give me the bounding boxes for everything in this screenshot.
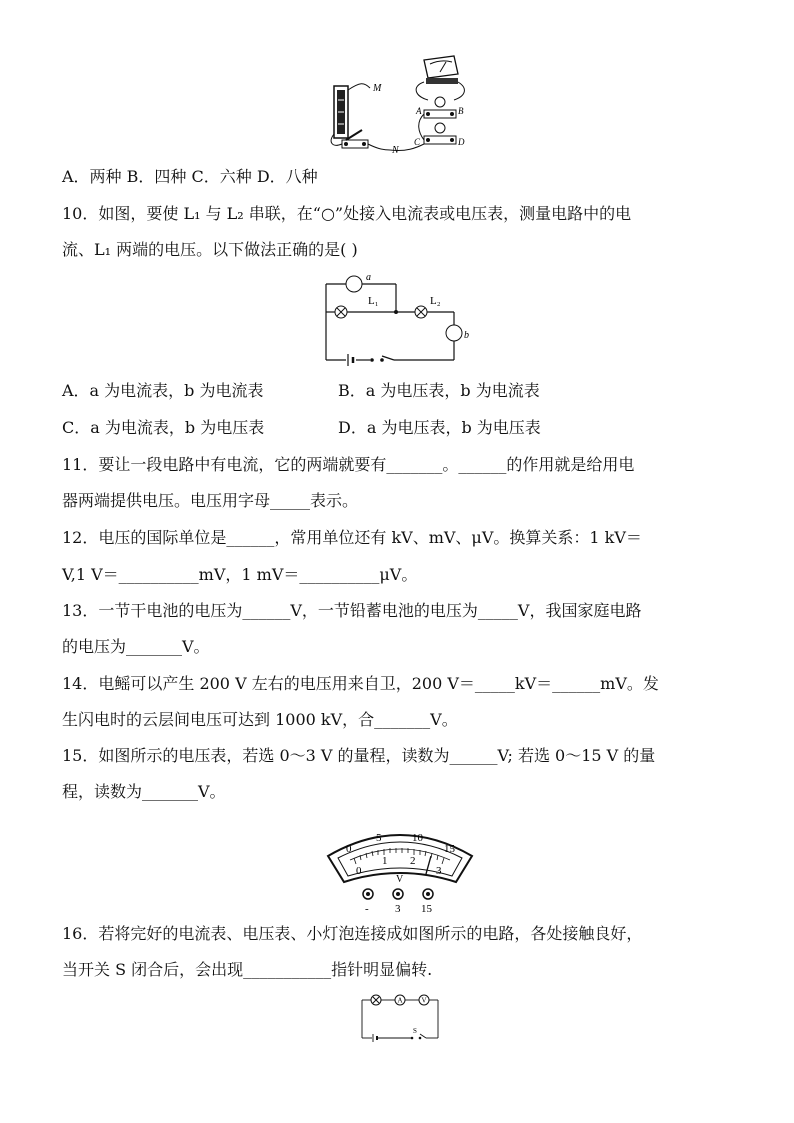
scale-bottom-0: 0 bbox=[356, 865, 362, 877]
q12-line2: V,1 V＝__________mV，1 mV＝__________μV。 bbox=[62, 565, 418, 584]
q11-line2: 器两端提供电压。电压用字母_____表示。 bbox=[62, 491, 359, 510]
q10-option-a: A．a 为电流表，b 为电流表 bbox=[62, 381, 264, 400]
scale-bottom-3: 3 bbox=[436, 865, 442, 877]
q15-line1: 15．如图所示的电压表，若选 0～3 V 的量程，读数为______V; 若选 0～15 V 的量 bbox=[62, 746, 656, 765]
bulb-2 bbox=[424, 123, 456, 144]
q10-option-b: B．a 为电压表，b 为电流表 bbox=[338, 381, 540, 400]
scale-bottom-2: 2 bbox=[410, 855, 416, 867]
switch-symbol bbox=[370, 358, 384, 362]
lamp-L1 bbox=[335, 306, 347, 318]
battery-symbol bbox=[348, 354, 353, 366]
q15-voltmeter-figure bbox=[320, 820, 480, 916]
switch-label: S bbox=[413, 1027, 417, 1035]
q10-circuit-figure bbox=[318, 268, 478, 368]
q16-circuit-figure bbox=[356, 992, 446, 1048]
label-C: C bbox=[414, 137, 421, 147]
q9-options: A．两种 B．四种 C．六种 D．八种 bbox=[62, 167, 318, 186]
bulb-1 bbox=[424, 97, 456, 118]
q13-line2: 的电压为_______V。 bbox=[62, 637, 210, 656]
label-D: D bbox=[458, 137, 465, 147]
label-N: N bbox=[392, 145, 399, 156]
terminal-3: 3 bbox=[395, 903, 401, 915]
q16-line2: 当开关 S 闭合后，会出现___________指针明显偏转. bbox=[62, 960, 433, 979]
battery-symbol bbox=[373, 1034, 377, 1042]
lamp-symbol bbox=[371, 995, 381, 1005]
label-b: b bbox=[464, 330, 469, 341]
label-L1: L₁ bbox=[368, 295, 379, 307]
scale-bottom-1: 1 bbox=[382, 855, 388, 867]
meter-device bbox=[424, 56, 458, 84]
label-B: B bbox=[458, 106, 464, 116]
scale-top-0: 0 bbox=[346, 843, 352, 855]
voltmeter-label: V bbox=[421, 996, 427, 1005]
q14-line2: 生闪电时的云层间电压可达到 1000 kV，合_______V。 bbox=[62, 710, 458, 729]
label-A: A bbox=[416, 106, 422, 116]
meter-a bbox=[346, 276, 362, 292]
battery-pack bbox=[334, 86, 348, 138]
meter-unit: V bbox=[396, 874, 404, 885]
label-L2: L₂ bbox=[430, 295, 441, 307]
q16-line1: 16．若将完好的电流表、电压表、小灯泡连接成如图所示的电路，各处接触良好， bbox=[62, 924, 643, 943]
terminal-neg: - bbox=[365, 903, 369, 915]
terminals bbox=[363, 889, 433, 899]
terminal-15: 15 bbox=[421, 903, 432, 915]
scale-top-5: 5 bbox=[376, 832, 382, 844]
lamp-L2 bbox=[415, 306, 427, 318]
q13-line1: 13．一节干电池的电压为______V，一节铅蓄电池的电压为_____V，我国家庭电路 bbox=[62, 601, 642, 620]
q12-line1: 12．电压的国际单位是______，常用单位还有 kV、mV、μV。换算关系：1 kV＝ bbox=[62, 528, 642, 547]
q9-circuit-figure bbox=[320, 52, 480, 156]
q10-stem-line2: 流、L₁ 两端的电压。以下做法正确的是( ) bbox=[62, 240, 358, 259]
q10-option-c: C．a 为电流表，b 为电压表 bbox=[62, 418, 265, 437]
scale-top-10: 10 bbox=[412, 832, 423, 844]
label-M: M bbox=[373, 83, 382, 94]
meter-b bbox=[446, 325, 462, 341]
q11-line1: 11．要让一段电路中有电流，它的两端就要有_______。______的作用就是给用电 bbox=[62, 455, 635, 474]
label-a: a bbox=[366, 272, 371, 283]
q14-line1: 14．电鳐可以产生 200 V 左右的电压用来自卫，200 V＝_____kV＝______mV。发 bbox=[62, 674, 659, 693]
q15-line2: 程，读数为_______V。 bbox=[62, 782, 226, 801]
q10-stem-line1: 10．如图，要使 L₁ 与 L₂ 串联，在“○”处接入电流表或电压表，测量电路中的电 bbox=[62, 204, 632, 223]
scale-top-15: 15 bbox=[444, 843, 455, 855]
q10-option-d: D．a 为电压表，b 为电压表 bbox=[338, 418, 541, 437]
ammeter-label: A bbox=[397, 996, 403, 1005]
